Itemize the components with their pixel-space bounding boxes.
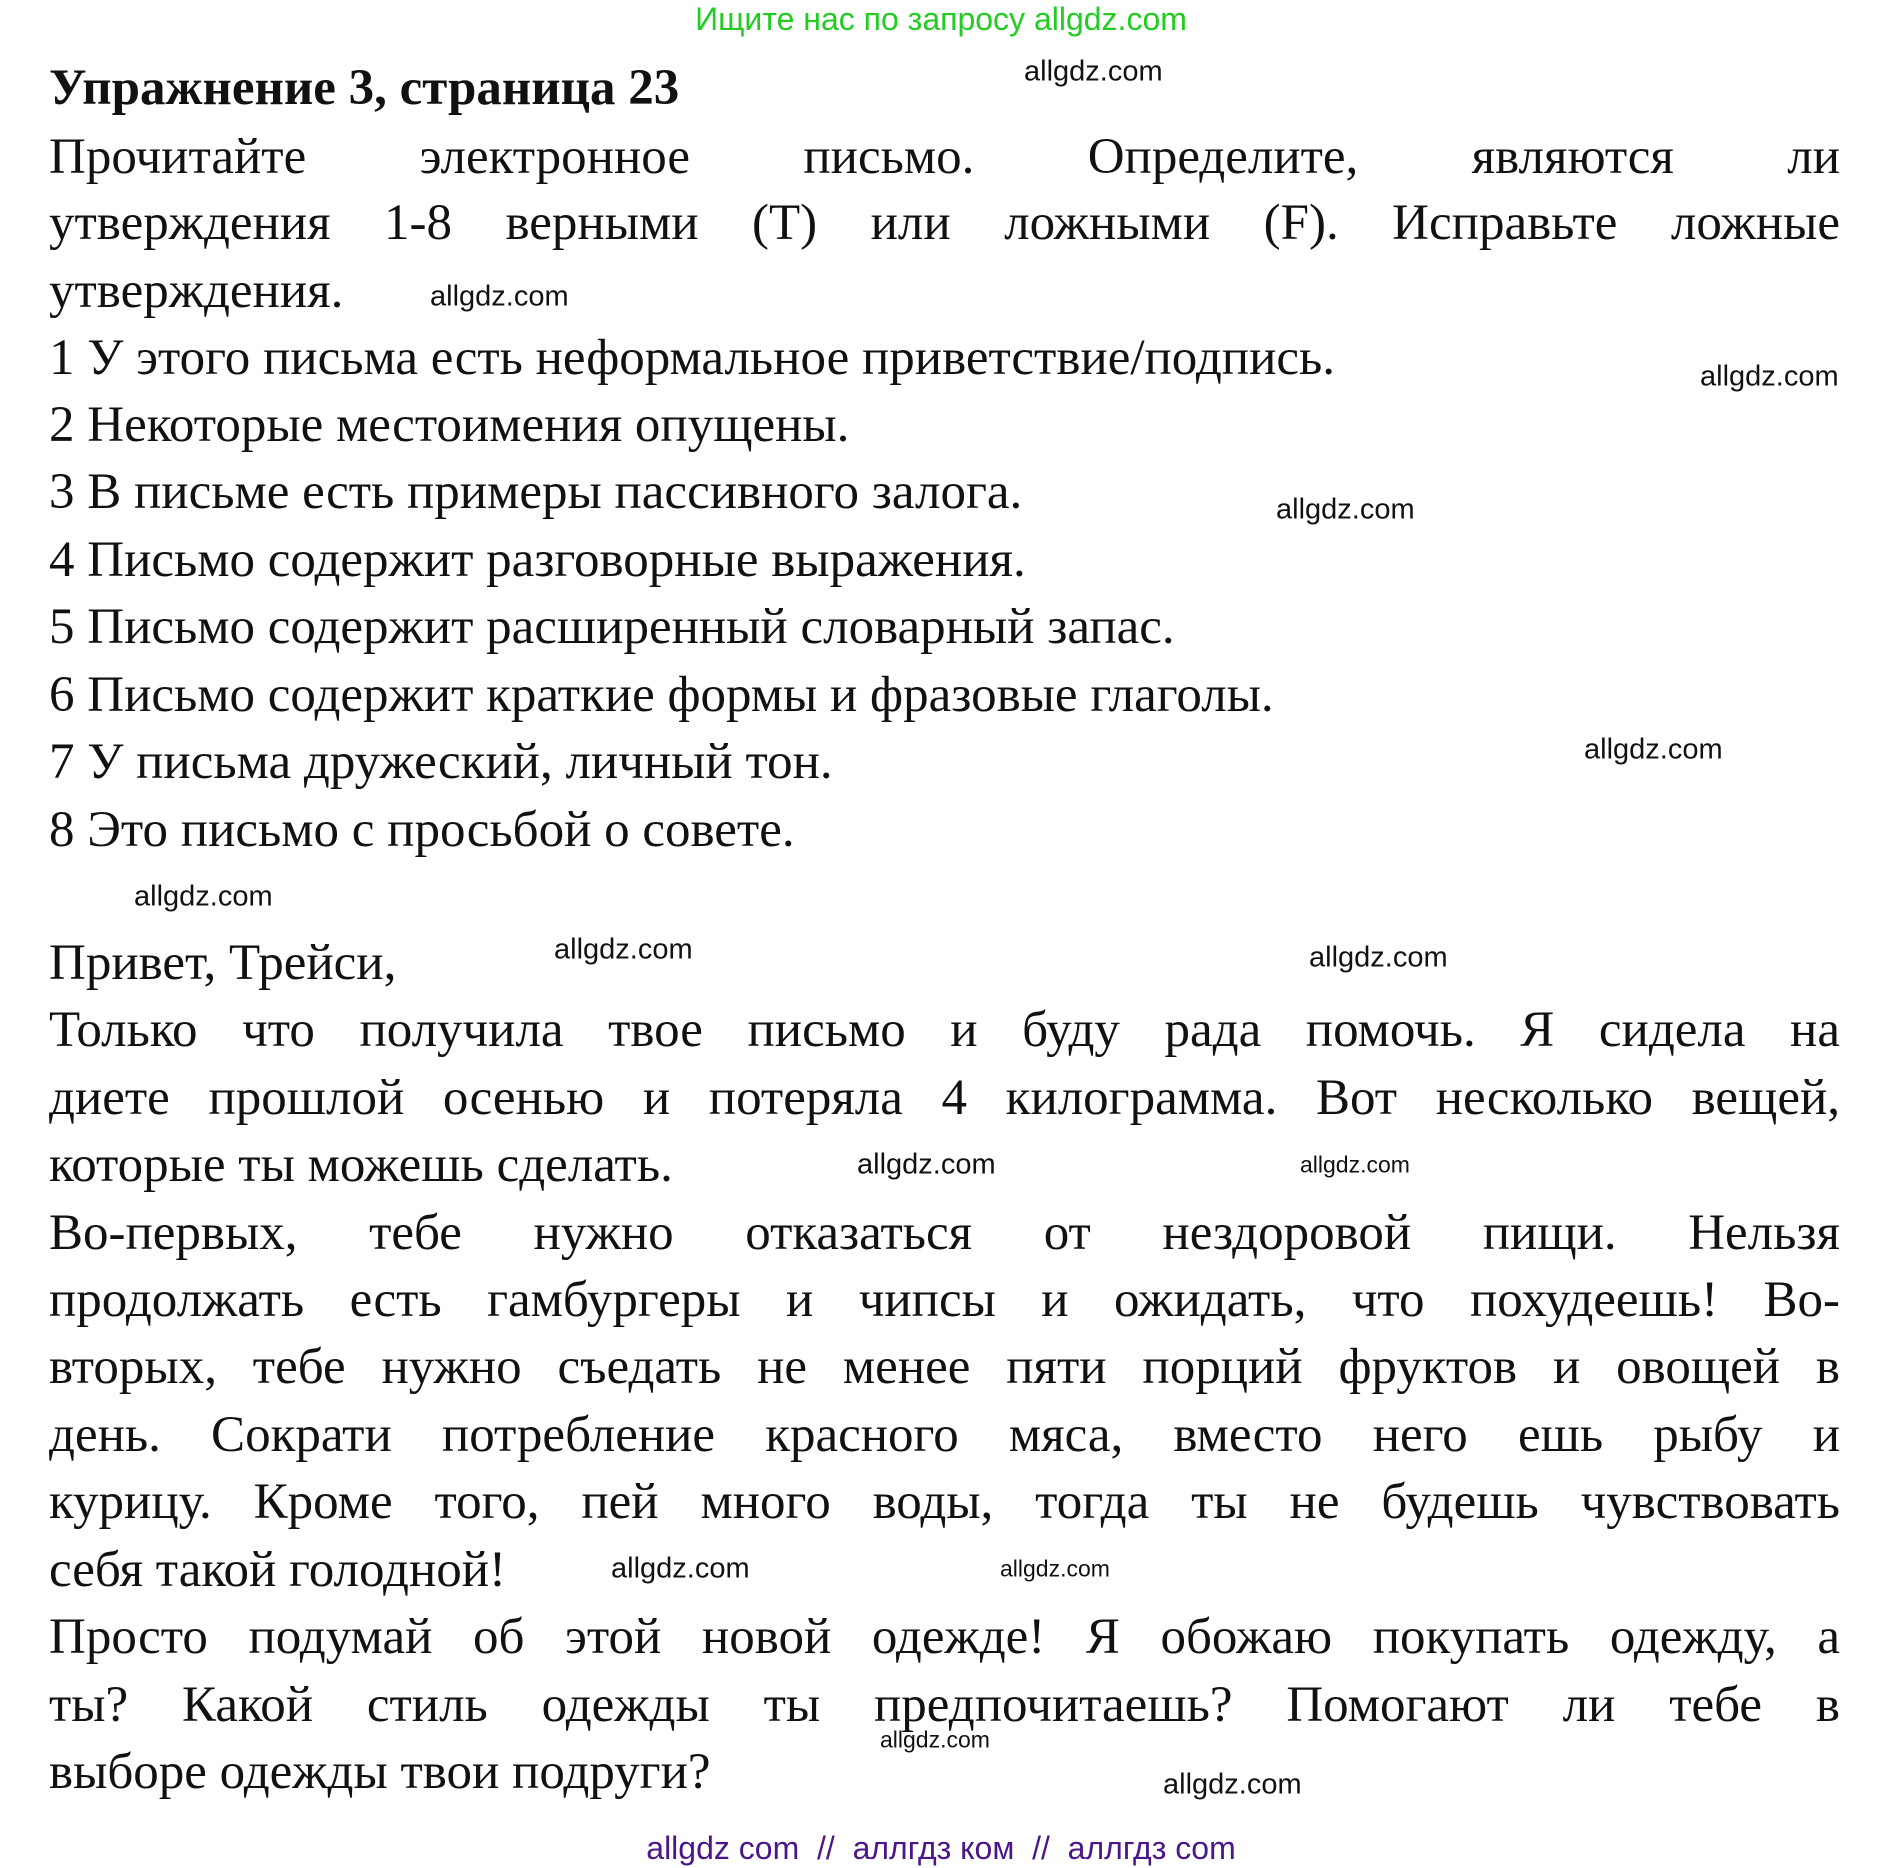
watermark: allgdz.com: [430, 280, 569, 313]
letter-line: вторых, тебе нужно съедать не менее пяти порций фруктов и овощей в: [49, 1339, 1840, 1395]
statement-4: 4 Письмо содержит разговорные выражения.: [49, 532, 1026, 588]
letter-line: курицу. Кроме того, пей много воды, тогда ты не будешь чувствовать: [49, 1474, 1840, 1530]
watermark: allgdz.com: [1700, 360, 1839, 393]
letter-line: диете прошлой осенью и потеряла 4 килограмма. Вот несколько вещей,: [49, 1070, 1840, 1126]
watermark: allgdz.com: [1309, 941, 1448, 974]
letter-line: продолжать есть гамбургеры и чипсы и ожидать, что похудеешь! Во-: [49, 1272, 1840, 1328]
watermark: allgdz.com: [857, 1148, 996, 1181]
statement-7: 7 У письма дружеский, личный тон.: [49, 734, 833, 790]
watermark: allgdz.com: [134, 880, 273, 913]
search-banner: Ищите нас по запросу allgdz.com: [695, 1, 1187, 37]
statement-2: 2 Некоторые местоимения опущены.: [49, 397, 850, 453]
watermark: allgdz.com: [1024, 55, 1163, 88]
statement-6: 6 Письмо содержит краткие формы и фразовые глаголы.: [49, 667, 1274, 723]
page-title: Упражнение 3, страница 23: [49, 60, 680, 116]
watermark: allgdz.com: [554, 933, 693, 966]
letter-greeting: Привет, Трейси,: [49, 935, 397, 991]
watermark: allgdz.com: [1276, 493, 1415, 526]
letter-line: выборе одежды твои подруги?: [49, 1744, 711, 1800]
letter-line: Только что получила твое письмо и буду рада помочь. Я сидела на: [49, 1002, 1840, 1058]
watermark: allgdz.com: [1163, 1768, 1302, 1801]
statement-1: 1 У этого письма есть неформальное приветствие/подпись.: [49, 330, 1336, 386]
watermark: allgdz.com: [611, 1552, 750, 1585]
letter-line: Во-первых, тебе нужно отказаться от нездоровой пищи. Нельзя: [49, 1205, 1840, 1261]
task-line: утверждения.: [49, 263, 344, 319]
watermark: allgdz.com: [1300, 1151, 1410, 1178]
letter-line: ты? Какой стиль одежды ты предпочитаешь? Помогают ли тебе в: [49, 1677, 1840, 1733]
task-line: утверждения 1-8 верными (T) или ложными (F). Исправьте ложные: [49, 195, 1840, 251]
watermark: allgdz.com: [880, 1726, 990, 1753]
footer-banner: allgdz com // аллгдз ком // аллгдз com: [646, 1830, 1236, 1866]
letter-line: Просто подумай об этой новой одежде! Я обожаю покупать одежду, а: [49, 1609, 1840, 1665]
letter-line: которые ты можешь сделать.: [49, 1137, 673, 1193]
letter-line: себя такой голодной!: [49, 1542, 507, 1598]
statement-5: 5 Письмо содержит расширенный словарный запас.: [49, 599, 1175, 655]
watermark: allgdz.com: [1584, 733, 1723, 766]
letter-line: день. Сократи потребление красного мяса, вместо него ешь рыбу и: [49, 1407, 1840, 1463]
watermark: allgdz.com: [1000, 1555, 1110, 1582]
statement-8: 8 Это письмо с просьбой о совете.: [49, 802, 795, 858]
task-line: Прочитайте электронное письмо. Определите, являются ли: [49, 129, 1840, 185]
statement-3: 3 В письме есть примеры пассивного залога.: [49, 464, 1023, 520]
